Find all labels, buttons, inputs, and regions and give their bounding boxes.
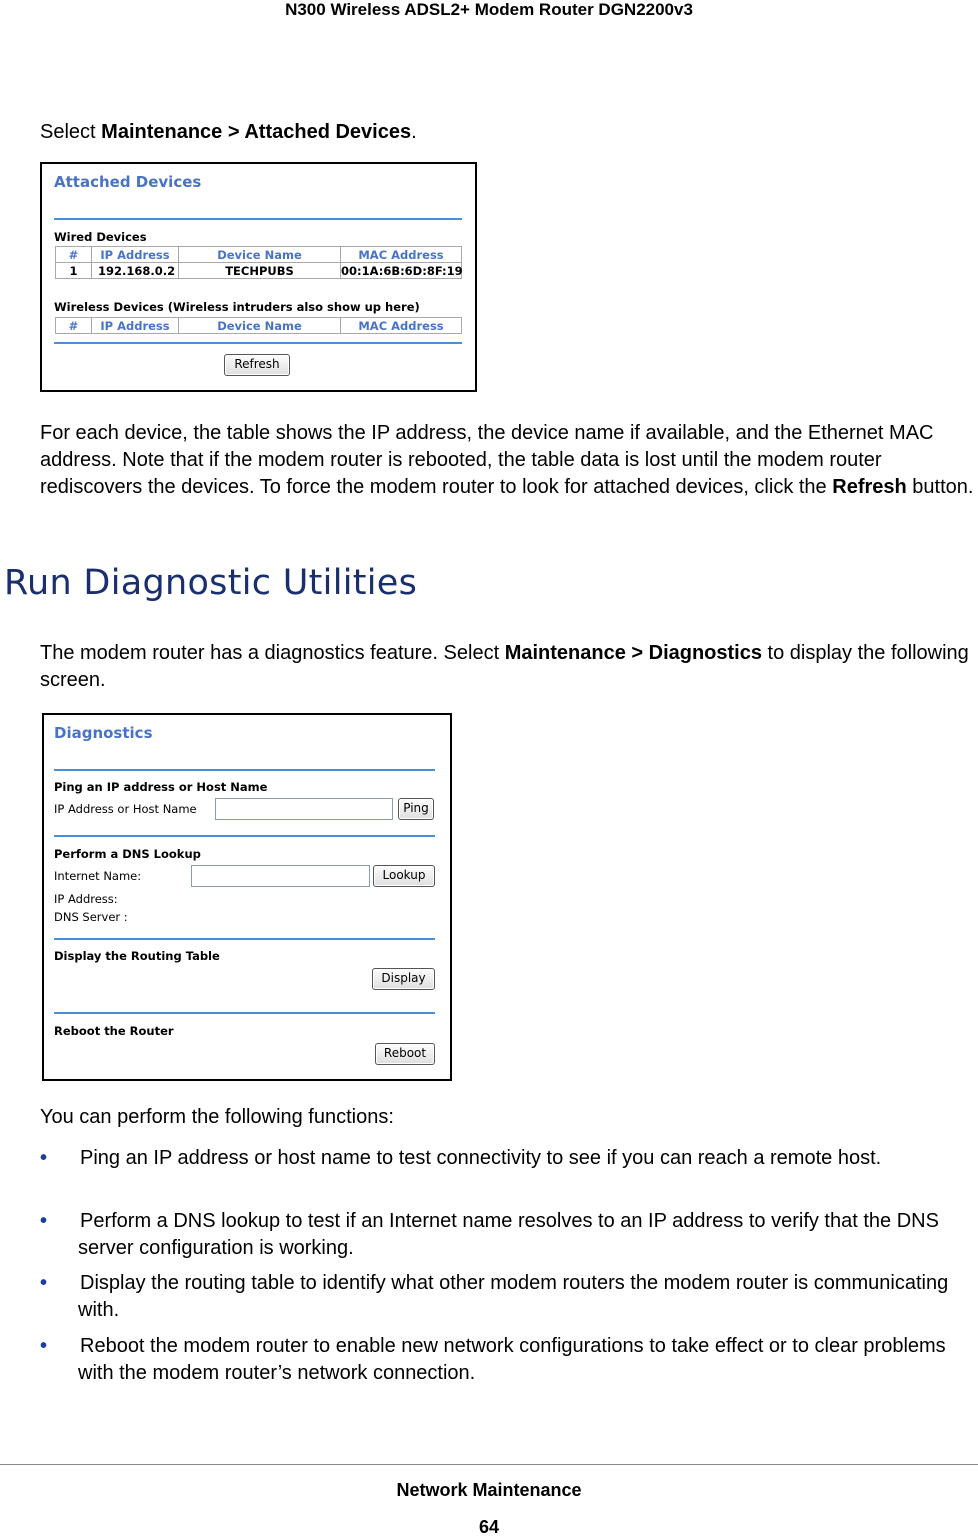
list-item xyxy=(40,1208,975,1262)
wired-devices-table xyxy=(55,246,462,279)
footer-divider xyxy=(0,1464,978,1465)
intro-menu-path: Maintenance > Attached Devices xyxy=(101,121,412,143)
bullet-icon: • xyxy=(40,1210,48,1232)
list-item-text: Display the routing table to identify what other modem routers the modem router is communicating with. xyxy=(78,1272,949,1321)
table-header-row xyxy=(56,247,462,263)
diagnostics-screenshot xyxy=(42,713,452,1081)
list-item xyxy=(40,1145,975,1199)
ping-rule xyxy=(54,835,435,837)
lookup-button[interactable]: Lookup xyxy=(373,865,435,887)
routing-rule xyxy=(54,1012,435,1014)
title-rule xyxy=(54,769,435,771)
reboot-section-label: Reboot the Router xyxy=(54,1024,174,1038)
list-item xyxy=(40,1333,975,1387)
diagnostics-intro-paragraph xyxy=(40,640,975,694)
ping-button[interactable]: Ping xyxy=(398,798,434,820)
attached-devices-screenshot xyxy=(40,162,477,392)
routing-section-label: Display the Routing Table xyxy=(54,949,220,963)
row-device-name: TECHPUBS xyxy=(179,263,341,279)
para1-text: For each device, the table shows the IP address, the device name if available, and the Ethernet MAC address. Note that if the modem router is rebooted, the table data is lost until the modem router rediscovers the devices. To force the modem router to look for attached devices, click the xyxy=(40,422,934,498)
para1-refresh: Refresh xyxy=(832,476,907,498)
internet-name-label: Internet Name: xyxy=(54,869,142,883)
col-mac: MAC Address xyxy=(341,318,462,334)
col-device-name: Device Name xyxy=(179,247,341,263)
refresh-button[interactable]: Refresh xyxy=(224,354,290,376)
reboot-button[interactable]: Reboot xyxy=(375,1043,435,1065)
dns-rule xyxy=(54,938,435,940)
para2-post: to display the following screen. xyxy=(40,642,969,691)
list-item-text: Perform a DNS lookup to test if an Internet name resolves to an IP address to verify that the DNS server configuration is working. xyxy=(78,1210,939,1259)
bullet-icon: • xyxy=(40,1272,48,1294)
page-number: 64 xyxy=(478,1517,500,1537)
para2-menu-path: Maintenance > Diagnostics xyxy=(504,642,762,664)
functions-intro: You can perform the following functions: xyxy=(40,1106,394,1128)
table-row xyxy=(56,263,462,279)
display-button[interactable]: Display xyxy=(372,968,435,990)
table-header-row xyxy=(56,318,462,334)
bottom-rule xyxy=(54,342,462,344)
dns-section-label: Perform a DNS Lookup xyxy=(54,847,201,861)
wired-devices-label: Wired Devices xyxy=(54,230,147,244)
list-item-text: Reboot the modem router to enable new network configurations to take effect or to clear problems with the modem router’s network connection. xyxy=(78,1335,946,1384)
col-num: # xyxy=(56,318,92,334)
diagnostics-title: Diagnostics xyxy=(54,724,153,742)
intro-paragraph xyxy=(40,119,975,146)
ping-field-label: IP Address or Host Name xyxy=(54,802,197,816)
para2-pre: The modem router has a diagnostics feature. Select xyxy=(40,642,505,664)
row-mac: 00:1A:6B:6D:8F:19 xyxy=(341,263,463,278)
table-explanation-paragraph xyxy=(40,420,975,501)
internet-name-input[interactable] xyxy=(191,865,370,887)
ping-host-input[interactable] xyxy=(215,798,393,820)
list-item xyxy=(40,1270,975,1324)
wireless-devices-label: Wireless Devices (Wireless intruders also show up here) xyxy=(54,300,420,314)
section-heading: Run Diagnostic Utilities xyxy=(4,563,418,603)
bullet-icon: • xyxy=(40,1147,48,1169)
row-num: 1 xyxy=(56,263,92,279)
col-device-name: Device Name xyxy=(179,318,341,334)
intro-post: . xyxy=(411,121,417,143)
ip-address-label: IP Address: xyxy=(54,892,118,906)
para1-post: button. xyxy=(906,476,974,498)
attached-devices-title: Attached Devices xyxy=(54,173,202,191)
col-num: # xyxy=(56,247,92,263)
title-rule xyxy=(54,218,462,220)
bullet-icon: • xyxy=(40,1335,48,1357)
running-header: N300 Wireless ADSL2+ Modem Router DGN2200v3 xyxy=(285,0,693,19)
row-ip: 192.168.0.2 xyxy=(92,263,179,279)
dns-server-label: DNS Server : xyxy=(54,910,128,924)
intro-pre: Select xyxy=(40,121,102,143)
ping-section-label: Ping an IP address or Host Name xyxy=(54,780,268,794)
footer-section-title: Network Maintenance xyxy=(396,1480,582,1500)
col-ip: IP Address xyxy=(92,247,179,263)
wireless-devices-table xyxy=(55,317,462,334)
col-ip: IP Address xyxy=(92,318,179,334)
col-mac: MAC Address xyxy=(341,247,462,263)
list-item-text: Ping an IP address or host name to test connectivity to see if you can reach a remote host. xyxy=(80,1147,882,1169)
